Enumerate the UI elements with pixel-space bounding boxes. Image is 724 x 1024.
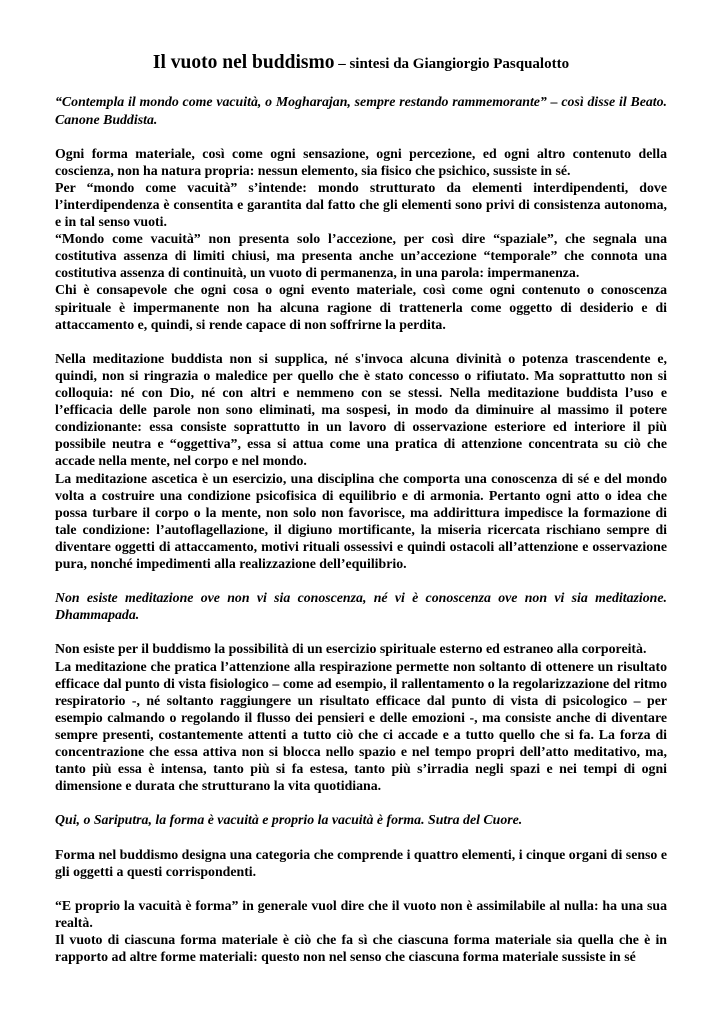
title-main: Il vuoto nel buddismo [152,52,335,73]
paragraph: Nella meditazione buddista non si supplica, né s'invoca alcuna divinità o potenza trascendente e, quindi, non si ringrazia o maledice per quello che è stato concesso o rifiutato. Ma soprattutto non si colloquia: né con Dio, né con altri e nemmeno con se stessi. Nella meditazione buddista l’uso e l’efficacia delle parole non sono eliminati, ma sospesi, in modo da diminuire al massimo il potere condizionante: essa consiste soprattutto in un lavoro di osservazione esteriore ed interiore il più possibile neutra e “oggettiva”, essa si attua come una pratica di attenzione concentrata su ciò che accade nella mente, nel corpo e nel mondo. [55,350,667,469]
document-title [55,52,667,73]
opening-quote: “Contempla il mondo come vacuità, o Mogharajan, sempre restando rammemorante” – così disse il Beato. Canone Buddista. [55,94,667,127]
document-page [55,52,667,965]
quote-dhammapada: Non esiste meditazione ove non vi sia conoscenza, né vi è conoscenza ove non vi sia meditazione. Dhammapada. [55,590,667,623]
paragraph: Ogni forma materiale, così come ogni sensazione, ogni percezione, ed ogni altro contenuto della coscienza, non ha natura propria: nessun elemento, sia fisico che psichico, sussiste in sé. [55,145,667,178]
paragraph: Forma nel buddismo designa una categoria che comprende i quattro elementi, i cinque organi di senso e gli oggetti a questi corrispondenti. [55,846,667,879]
paragraph: Non esiste per il buddismo la possibilità di un esercizio spirituale esterno ed estraneo alla corporeità. [55,641,647,657]
paragraph: Il vuoto di ciascuna forma materiale è ciò che fa sì che ciascuna forma materiale sia quella che è in rapporto ad altre forme materiali: questo non nel senso che ciascuna forma materiale sussiste in sé [55,932,667,965]
paragraph: La meditazione che pratica l’attenzione alla respirazione permette non soltanto di ottenere un risultato efficace dal punto di vista fisiologico – come ad esempio, il rallentamento o la regolarizzazione del ritmo respiratorio -, né soltanto raggiungere un risultato efficace dal punto di vista di psicologico – per esempio calmando o regolando il flusso dei pensieri e delle emozioni -, ma consiste anche di diventare sempre presenti, costantemente attenti a tutto ciò che ci accade e a tutto quello che si fa. La forza di concentrazione che essa attiva non si blocca nello spazio e nel tempo propri dell’atto meditativo, ma, tanto più essa è intensa, tanto più si fa estesa, tanto più s’irradia negli spazi e nei tempi di ogni dimensione e durata che strutturano la vita quotidiana. [55,658,667,794]
paragraph: “E proprio la vacuità è forma” in generale vuol dire che il vuoto non è assimilabile al nulla: ha una sua realtà. [55,897,667,930]
title-subtitle: – sintesi da Giangiorgio Pasqualotto [334,56,570,72]
paragraph: Per “mondo come vacuità” s’intende: mondo strutturato da elementi interdipendenti, dove l’interdipendenza è consentita e garantita dal fatto che gli elementi sono privi di consistenza autonoma, e in tal senso vuoti. [55,179,667,230]
paragraph: “Mondo come vacuità” non presenta solo l’accezione, per così dire “spaziale”, che segnala una costitutiva assenza di limiti chiusi, ma presenta anche un’accezione “temporale” che connota una costitutiva assenza di continuità, un vuoto di permanenza, in una parola: impermanenza. [55,231,667,281]
quote-sutra: Qui, o Sariputra, la forma è vacuità e proprio la vacuità è forma. Sutra del Cuore. [55,812,523,828]
paragraph: Chi è consapevole che ogni cosa o ogni evento materiale, così come ogni contenuto o conoscenza spirituale è impermanente non ha alcuna ragione di trattenerla come oggetto di desiderio e di attaccamento e, quindi, si rende capace di non soffrirne la perdita. [55,282,667,332]
paragraph: La meditazione ascetica è un esercizio, una disciplina che comporta una conoscenza di sé e del mondo volta a costruire una condizione psicofisica di equilibrio e di armonia. Pertanto ogni atto o idea che possa turbare il corpo o la mente, non solo non favorisce, ma addirittura impedisce la formazione di tale condizione: l’autoflagellazione, il digiuno mortificante, la miseria ricercata rischiano sempre di diventare oggetti di attaccamento, motivi rituali ossessivi e quindi ostacoli all’attenzione e osservazione pura, nonché impedimenti alla realizzazione dell’equilibrio. [55,470,667,571]
